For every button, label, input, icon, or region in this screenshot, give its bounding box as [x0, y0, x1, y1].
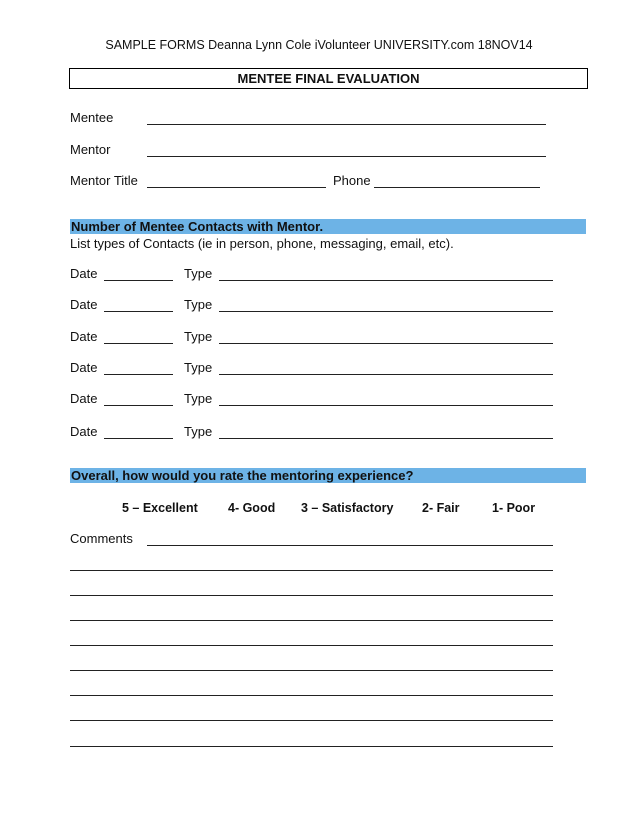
contact-date-field[interactable] [104, 374, 173, 375]
contact-date-field[interactable] [104, 311, 173, 312]
comments-line[interactable] [70, 645, 553, 646]
comments-line[interactable] [70, 670, 553, 671]
contacts-instructions: List types of Contacts (ie in person, phone, messaging, email, etc). [70, 236, 454, 251]
rating-option-satisfactory[interactable]: 3 – Satisfactory [301, 501, 394, 515]
contact-type-field[interactable] [219, 311, 553, 312]
contact-type-field[interactable] [219, 343, 553, 344]
mentor-field[interactable] [147, 156, 546, 157]
contact-type-field[interactable] [219, 438, 553, 439]
mentor-title-field[interactable] [147, 187, 326, 188]
comments-line[interactable] [70, 620, 553, 621]
rating-option-poor[interactable]: 1- Poor [492, 501, 536, 515]
mentor-label: Mentor [70, 142, 111, 157]
comments-line[interactable] [70, 695, 553, 696]
contact-date-label: Date [70, 360, 98, 375]
rating-option-fair[interactable]: 2- Fair [422, 501, 460, 515]
contact-date-label: Date [70, 297, 98, 312]
rating-option-excellent[interactable]: 5 – Excellent [122, 501, 198, 515]
contact-date-label: Date [70, 391, 98, 406]
contact-type-field[interactable] [219, 374, 553, 375]
contact-date-field[interactable] [104, 438, 173, 439]
contact-date-label: Date [70, 424, 98, 439]
mentee-label: Mentee [70, 110, 114, 125]
contact-date-label: Date [70, 329, 98, 344]
mentor-title-label: Mentor Title [70, 173, 138, 188]
contact-type-label: Type [184, 329, 213, 344]
phone-label: Phone [333, 173, 371, 188]
rating-option-good[interactable]: 4- Good [228, 501, 276, 515]
comments-line[interactable] [70, 595, 553, 596]
mentee-field[interactable] [147, 124, 546, 125]
contact-type-field[interactable] [219, 405, 553, 406]
contact-date-field[interactable] [104, 405, 173, 406]
contact-date-field[interactable] [104, 280, 173, 281]
comments-line[interactable] [70, 570, 553, 571]
phone-field[interactable] [374, 187, 540, 188]
contact-type-label: Type [184, 360, 213, 375]
comments-label: Comments [70, 531, 133, 546]
comments-line[interactable] [70, 720, 553, 721]
contact-type-label: Type [184, 391, 213, 406]
contact-type-label: Type [184, 424, 213, 439]
page-header: SAMPLE FORMS Deanna Lynn Cole iVolunteer UNIVERSITY.com 18NOV14 [105, 38, 533, 52]
contact-date-label: Date [70, 266, 98, 281]
contact-type-label: Type [184, 266, 213, 281]
contact-date-field[interactable] [104, 343, 173, 344]
form-title: MENTEE FINAL EVALUATION [69, 68, 588, 89]
contacts-section-heading: Number of Mentee Contacts with Mentor. [70, 219, 586, 234]
rating-section-heading: Overall, how would you rate the mentoring experience? [70, 468, 586, 483]
contact-type-field[interactable] [219, 280, 553, 281]
contact-type-label: Type [184, 297, 213, 312]
comments-line[interactable] [70, 746, 553, 747]
comments-field[interactable] [147, 545, 553, 546]
